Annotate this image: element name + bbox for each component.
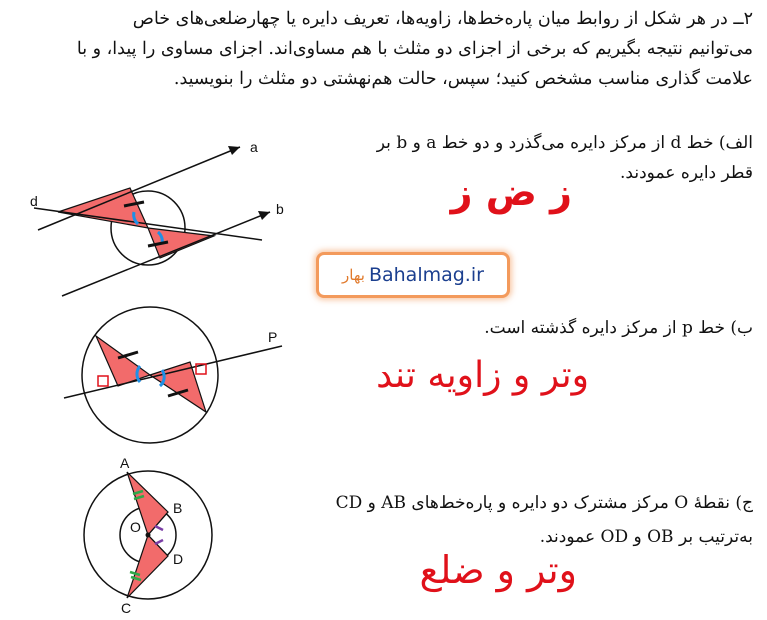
part-c-answer: وتر و ضلع [419, 548, 577, 592]
label-D: D [173, 551, 184, 567]
label-a: a [250, 139, 258, 155]
label-C: C [121, 600, 132, 616]
label-O: O [130, 519, 141, 535]
label-p: P [268, 329, 278, 345]
watermark-text: Bahalmag.ir [368, 264, 484, 286]
figure-b-triangle-left [96, 336, 150, 386]
intro-line-3: علامت گذاری مناسب مشخص کنید؛ سپس، حالت هم‌نهشتی دو مثلث را بنویسید. [173, 69, 753, 89]
part-b-text: ب) خط p از مرکز دایره گذشته است. [484, 318, 753, 338]
figure-c-triangle-bottom [127, 535, 168, 598]
figure-a [30, 139, 284, 296]
figure-b-right-angle-1 [98, 376, 108, 386]
line-d [34, 208, 262, 240]
figure-c [84, 455, 212, 616]
figure-c-tick-purple-1 [155, 526, 163, 530]
part-c-line-1: ج) نقطهٔ O مرکز مشترک دو دایره و پاره‌خط‌های AB و CD [335, 493, 753, 513]
part-a-line-1: الف) خط d از مرکز دایره می‌گذرد و دو خط a و b بر [376, 133, 753, 153]
figure-c-tick-purple-2 [155, 540, 163, 544]
intro-line-2: می‌توانیم نتیجه بگیریم که برخی از اجزای دو مثلث با هم مساوی‌اند. اجزای مساوی را پیدا، و با [76, 39, 753, 59]
figure-b-triangle-right [150, 362, 206, 412]
part-b-answer: وتر و زاویه تند [376, 355, 589, 396]
label-A: A [120, 455, 130, 471]
label-b: b [276, 201, 284, 217]
part-a-line-2: قطر دایره عمودند. [620, 163, 753, 183]
part-a-answer: ز ض ز [450, 170, 572, 214]
part-c-line-2: به‌ترتیب بر OB و OD عمودند. [539, 527, 753, 547]
line-b [62, 212, 270, 296]
figure-b [64, 307, 282, 443]
label-d: d [30, 193, 38, 209]
label-B: B [173, 500, 183, 516]
point-o [146, 533, 151, 538]
watermark-logo: بهار [342, 266, 365, 284]
intro-line-1: ۲ــ در هر شکل از روابط میان پاره‌خط‌ها، زاویه‌ها، تعریف دایره یا چهارضلعی‌های خاص [132, 9, 753, 29]
